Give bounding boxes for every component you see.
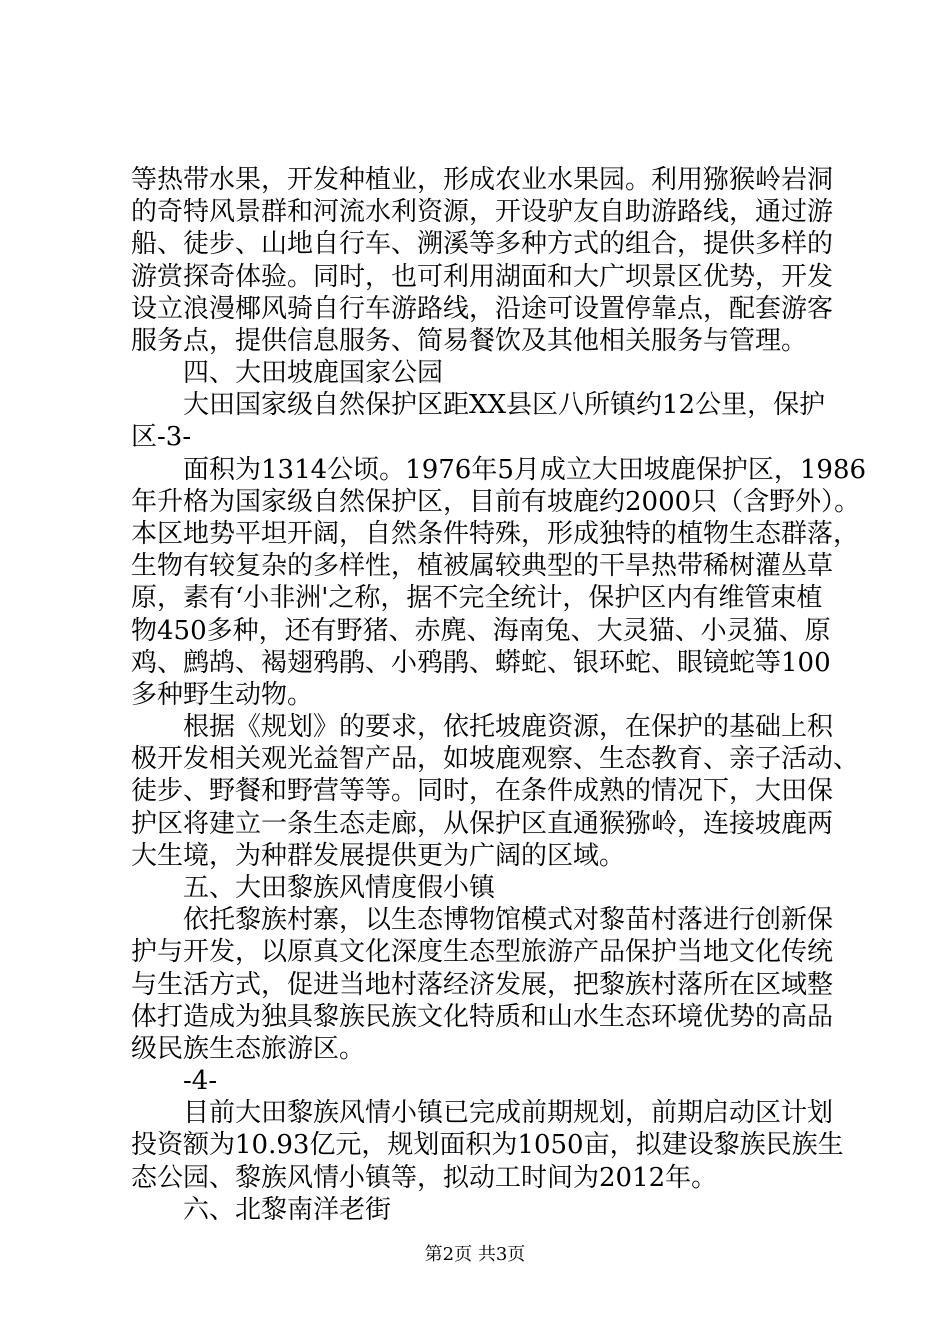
text-line: 原，素有‘小非洲'之称，据不完全统计，保护区内有维管束植 [131, 583, 823, 614]
text-line: 级民族生态旅游区。 [131, 1033, 366, 1064]
text-line: 体打造成为独具黎族民族文化特质和山水生态环境优势的高品 [131, 1001, 834, 1032]
section-heading: 四、大田坡鹿国家公园 [131, 358, 444, 389]
text-line: 区-3- [131, 422, 192, 453]
text-line: 目前大田黎族风情小镇已完成前期规划，前期启动区计划 [131, 1098, 834, 1129]
text-line: 与生活方式，促进当地村落经济发展，把黎族村落所在区域整 [131, 969, 834, 1000]
text-line: 物450多种，还有野猪、赤麂、海南兔、大灵猫、小灵猫、原 [131, 615, 831, 646]
page-footer: 第2页 共3页 [424, 1244, 526, 1265]
text-line: 面积为1314公顷。1976年5月成立大田坡鹿保护区，1986 [131, 454, 867, 485]
text-line: 游赏探奇体验。同时，也可利用湖面和大广坝景区优势，开发 [131, 261, 834, 292]
text-line: 船、徒步、山地自行车、溯溪等多种方式的组合，提供多样的 [131, 229, 834, 260]
text-line: 生物有较复杂的多样性，植被属较典型的干旱热带稀树灌丛草 [131, 551, 834, 582]
text-line: 护区将建立一条生态走廊，从保护区直通猴猕岭，连接坡鹿两 [131, 808, 834, 839]
section-heading: 五、大田黎族风情度假小镇 [131, 873, 496, 903]
text-line: 年升格为国家级自然保护区，目前有坡鹿约2000只（含野外）。 [131, 486, 861, 517]
text-line: 依托黎族村寨，以生态博物馆模式对黎苗村落进行创新保 [131, 905, 834, 936]
text-line: 态公园、黎族风情小镇等，拟动工时间为2012年。 [131, 1162, 718, 1193]
text-line: 鸡、鹧鸪、褐翅鸦鹃、小鸦鹃、蟒蛇、银环蛇、眼镜蛇等100 [131, 647, 831, 678]
text-line: 大生境，为种群发展提供更为广阔的区域。 [131, 840, 626, 871]
text-line: 本区地势平坦开阔，自然条件特殊，形成独特的植物生态群落， [131, 519, 860, 549]
text-line: 投资额为10.93亿元，规划面积为1050亩，拟建设黎族民族生 [131, 1130, 844, 1161]
text-line: 服务点，提供信息服务、简易餐饮及其他相关服务与管理。 [131, 325, 808, 356]
text-line: 的奇特风景群和河流水利资源，开设驴友自助游路线，通过游 [131, 197, 834, 228]
text-line: 设立浪漫椰风骑自行车游路线，沿途可设置停靠点，配套游客 [131, 293, 834, 324]
text-line: 护与开发，以原真文化深度生态型旅游产品保护当地文化传统 [131, 937, 834, 968]
text-line: 等热带水果，开发种植业，形成农业水果园。利用猕猴岭岩洞 [131, 165, 834, 195]
text-line: 根据《规划》的要求，依托坡鹿资源，在保护的基础上积 [131, 712, 834, 743]
section-heading: 六、北黎南洋老街 [131, 1194, 392, 1225]
text-line: 大田国家级自然保护区距XX县区八所镇约12公里，保护 [131, 390, 826, 421]
text-line: -4- [131, 1066, 218, 1097]
text-line: 徒步、野餐和野营等等。同时，在条件成熟的情况下，大田保 [131, 776, 834, 807]
text-line: 多种野生动物。 [131, 679, 314, 710]
text-line: 极开发相关观光益智产品，如坡鹿观察、生态教育、亲子活动、 [131, 744, 860, 775]
